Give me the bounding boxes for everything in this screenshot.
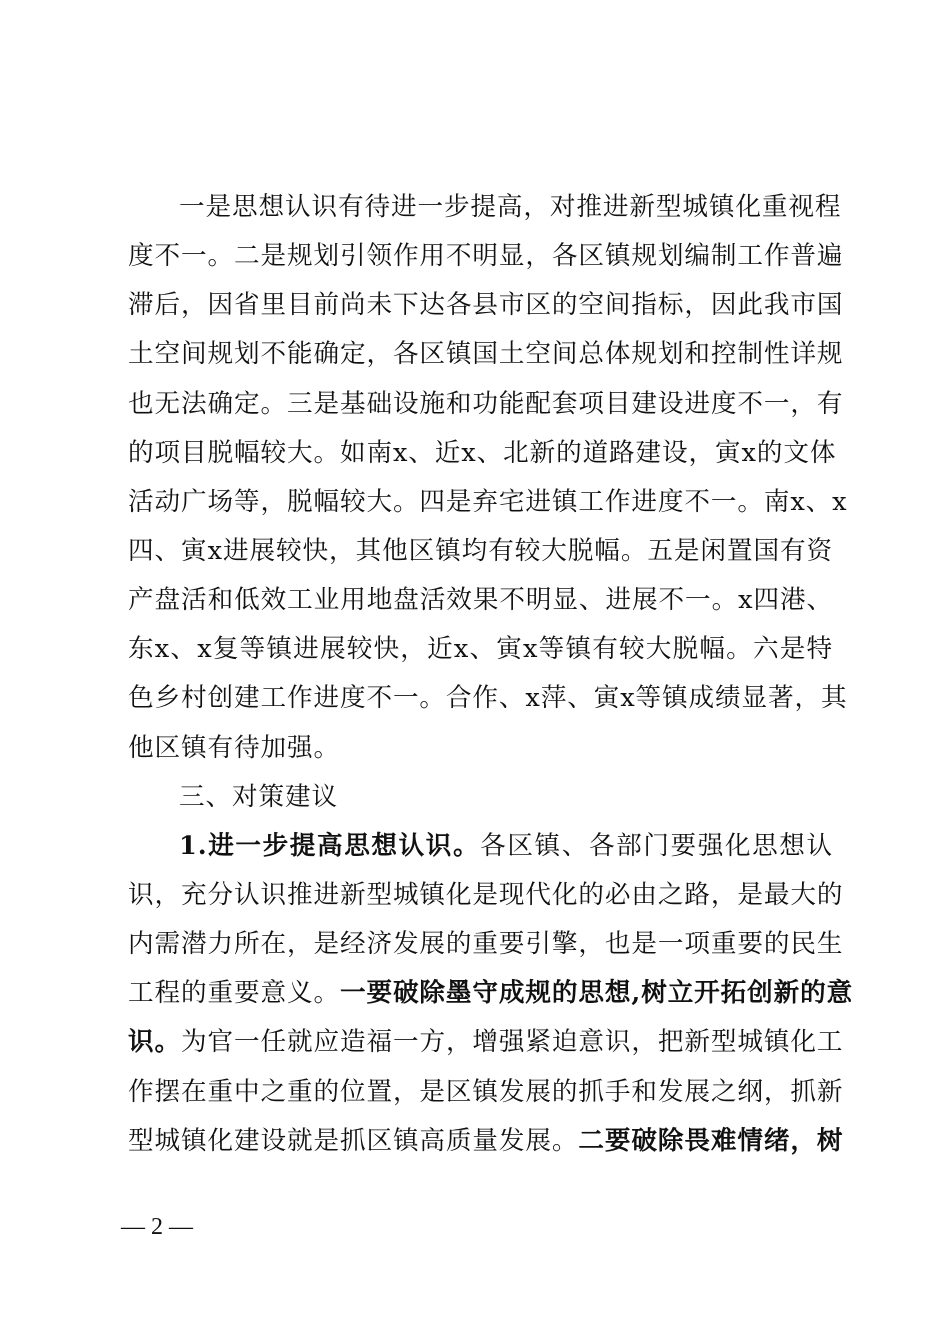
emphasis-text: 一要破除墨守成规的思想,树立开拓创新的意 — [339, 978, 854, 1009]
subheading-text: 1.进一步提高思想认识。 — [179, 830, 481, 861]
paragraph-line: 产盘活和低效工业用地盘活效果不明显、进展不一。x四港、 — [128, 585, 833, 616]
paragraph-line: 四、寅x进展较快，其他区镇均有较大脱幅。五是闲置国有资 — [128, 535, 833, 566]
paragraph-text: 型城镇化建设就是抓区镇高质量发展。 — [128, 1125, 579, 1156]
paragraph-line: 度不一。二是规划引领作用不明显，各区镇规划编制工作普遍 — [128, 241, 844, 272]
paragraph-line: 一是思想认识有待进一步提高，对推进新型城镇化重视程 — [179, 192, 842, 222]
emphasis-text: 识。 — [128, 1027, 181, 1058]
paragraph-line — [128, 969, 854, 1018]
paragraph-text: 为官一任就应造福一方，增强紧迫意识，把新型城镇化工 — [181, 1027, 844, 1058]
paragraph-line: 识，充分认识推进新型城镇化是现代化的必由之路，是最大的 — [128, 879, 844, 910]
paragraph-line: 东x、x复等镇进展较快，近x、寅x等镇有较大脱幅。六是特 — [128, 634, 833, 665]
section-heading: 三、对策建议 — [179, 781, 338, 812]
paragraph-line — [128, 1018, 844, 1067]
paragraph-text: 各区镇、各部门要强化思想认 — [480, 830, 833, 861]
paragraph-line: 作摆在重中之重的位置，是区镇发展的抓手和发展之纲，抓新 — [128, 1076, 844, 1107]
body-text — [128, 183, 854, 1166]
paragraph-line: 土空间规划不能确定，各区镇国土空间总体规划和控制性详规 — [128, 339, 844, 370]
paragraph-line: 色乡村创建工作进度不一。合作、x萍、寅x等镇成绩显著，其 — [128, 683, 848, 714]
paragraph-line: 滞后，因省里目前尚未下达各县市区的空间指标，因此我市国 — [128, 290, 844, 321]
paragraph-line: 内需潜力所在，是经济发展的重要引擎，也是一项重要的民生 — [128, 929, 844, 960]
paragraph-line — [128, 822, 833, 871]
paragraph-line: 的项目脱幅较大。如南x、近x、北新的道路建设，寅x的文体 — [128, 437, 837, 468]
paragraph-line: 他区镇有待加强。 — [128, 732, 340, 763]
paragraph-line — [128, 1117, 844, 1166]
page-number: — 2 — — [121, 1214, 193, 1240]
paragraph-text: 工程的重要意义。 — [128, 978, 340, 1009]
emphasis-text: 二要破除畏难情绪，树 — [578, 1125, 844, 1156]
paragraph-line: 也无法确定。三是基础设施和功能配套项目建设进度不一，有 — [128, 388, 844, 419]
paragraph-line: 活动广场等，脱幅较大。四是弃宅进镇工作进度不一。南x、x — [128, 486, 848, 517]
